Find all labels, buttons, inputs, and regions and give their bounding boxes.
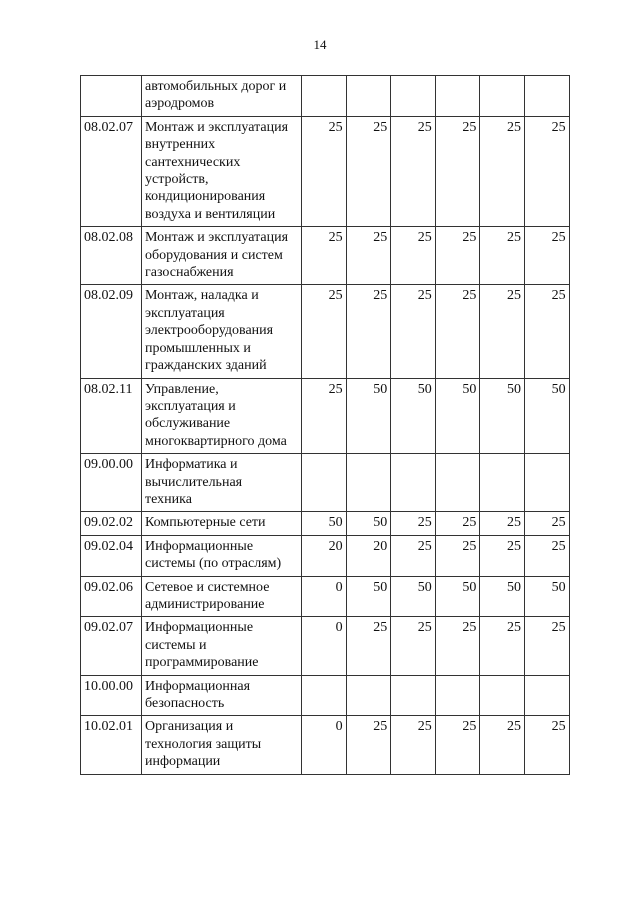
- value-cell: [302, 675, 347, 716]
- table-row: [81, 576, 570, 617]
- value-cell: 50: [435, 576, 480, 617]
- value-cell: [391, 454, 436, 512]
- specialty-code: 08.02.09: [81, 285, 142, 378]
- value-cell: 0: [302, 617, 347, 675]
- specialty-code: 09.02.07: [81, 617, 142, 675]
- value-cell: 25: [524, 227, 569, 285]
- specialty-code: 09.02.02: [81, 512, 142, 535]
- value-cell: 25: [524, 617, 569, 675]
- value-cell: 25: [524, 285, 569, 378]
- specialty-name: Сетевое и системное администрирование: [142, 576, 302, 617]
- specialty-name: Информатика и вычислительная техника: [142, 454, 302, 512]
- value-cell: 50: [435, 378, 480, 454]
- specialty-name: Информационная безопасность: [142, 675, 302, 716]
- value-cell: 25: [302, 378, 347, 454]
- value-cell: 50: [302, 512, 347, 535]
- value-cell: 50: [524, 576, 569, 617]
- table-row: [81, 116, 570, 226]
- specialty-name: Управление, эксплуатация и обслуживание многоквартирного дома: [142, 378, 302, 454]
- value-cell: [302, 454, 347, 512]
- value-cell: [480, 675, 525, 716]
- table-row: [81, 285, 570, 378]
- table-row: [81, 227, 570, 285]
- value-cell: 50: [346, 512, 391, 535]
- value-cell: 0: [302, 576, 347, 617]
- value-cell: 25: [346, 227, 391, 285]
- value-cell: 25: [435, 512, 480, 535]
- value-cell: 25: [524, 716, 569, 774]
- value-cell: 20: [302, 535, 347, 576]
- value-cell: 25: [524, 512, 569, 535]
- value-cell: [346, 76, 391, 117]
- value-cell: 25: [480, 512, 525, 535]
- value-cell: 50: [391, 378, 436, 454]
- specialty-name: автомобильных дорог и аэродромов: [142, 76, 302, 117]
- value-cell: 25: [346, 116, 391, 226]
- value-cell: 25: [302, 116, 347, 226]
- value-cell: 25: [391, 227, 436, 285]
- value-cell: 20: [346, 535, 391, 576]
- value-cell: 25: [391, 285, 436, 378]
- value-cell: [524, 675, 569, 716]
- value-cell: 25: [480, 227, 525, 285]
- specialty-name: Организация и технология защиты информации: [142, 716, 302, 774]
- specialty-name: Компьютерные сети: [142, 512, 302, 535]
- value-cell: [524, 76, 569, 117]
- value-cell: 25: [346, 617, 391, 675]
- value-cell: 25: [480, 285, 525, 378]
- value-cell: [435, 675, 480, 716]
- value-cell: [480, 454, 525, 512]
- value-cell: [435, 76, 480, 117]
- value-cell: [391, 675, 436, 716]
- value-cell: 25: [435, 617, 480, 675]
- specialty-code: 08.02.08: [81, 227, 142, 285]
- value-cell: 25: [391, 116, 436, 226]
- specialty-name: Информационные системы и программирование: [142, 617, 302, 675]
- table-row: [81, 675, 570, 716]
- value-cell: 25: [391, 535, 436, 576]
- value-cell: 25: [524, 535, 569, 576]
- value-cell: 25: [435, 535, 480, 576]
- specialty-code: 10.02.01: [81, 716, 142, 774]
- value-cell: 25: [391, 617, 436, 675]
- specialty-code: 09.00.00: [81, 454, 142, 512]
- table-row: [81, 716, 570, 774]
- specialty-name: Монтаж и эксплуатация оборудования и систем газоснабжения: [142, 227, 302, 285]
- value-cell: 25: [346, 285, 391, 378]
- table-body: [81, 76, 570, 775]
- value-cell: [346, 454, 391, 512]
- specialty-name: Информационные системы (по отраслям): [142, 535, 302, 576]
- specialty-code: 09.02.06: [81, 576, 142, 617]
- specialty-code: [81, 76, 142, 117]
- value-cell: [391, 76, 436, 117]
- value-cell: 50: [480, 576, 525, 617]
- page-number: 14: [313, 37, 327, 52]
- specialty-name: Монтаж, наладка и эксплуатация электрооборудования промышленных и гражданских зданий: [142, 285, 302, 378]
- value-cell: 25: [435, 116, 480, 226]
- value-cell: 50: [480, 378, 525, 454]
- value-cell: 50: [346, 576, 391, 617]
- value-cell: 50: [524, 378, 569, 454]
- value-cell: 25: [435, 285, 480, 378]
- value-cell: [346, 675, 391, 716]
- value-cell: 25: [480, 716, 525, 774]
- table-row: [81, 617, 570, 675]
- specialty-code: 10.00.00: [81, 675, 142, 716]
- specialties-table: [80, 75, 570, 775]
- value-cell: 25: [480, 116, 525, 226]
- specialty-code: 08.02.11: [81, 378, 142, 454]
- value-cell: 25: [435, 227, 480, 285]
- specialty-code: 09.02.04: [81, 535, 142, 576]
- value-cell: 0: [302, 716, 347, 774]
- specialty-name: Монтаж и эксплуатация внутренних сантехнических устройств, кондиционирования воздуха и вентиляции: [142, 116, 302, 226]
- table-row: [81, 76, 570, 117]
- value-cell: 25: [480, 535, 525, 576]
- specialty-code: 08.02.07: [81, 116, 142, 226]
- value-cell: 25: [346, 716, 391, 774]
- value-cell: 25: [524, 116, 569, 226]
- value-cell: 25: [302, 227, 347, 285]
- table-row: [81, 378, 570, 454]
- table-row: [81, 535, 570, 576]
- table-row: [81, 454, 570, 512]
- value-cell: [480, 76, 525, 117]
- value-cell: [524, 454, 569, 512]
- value-cell: 50: [391, 576, 436, 617]
- table-row: [81, 512, 570, 535]
- value-cell: [435, 454, 480, 512]
- value-cell: 25: [480, 617, 525, 675]
- value-cell: 25: [435, 716, 480, 774]
- value-cell: 25: [391, 716, 436, 774]
- value-cell: 25: [302, 285, 347, 378]
- value-cell: 50: [346, 378, 391, 454]
- value-cell: 25: [391, 512, 436, 535]
- value-cell: [302, 76, 347, 117]
